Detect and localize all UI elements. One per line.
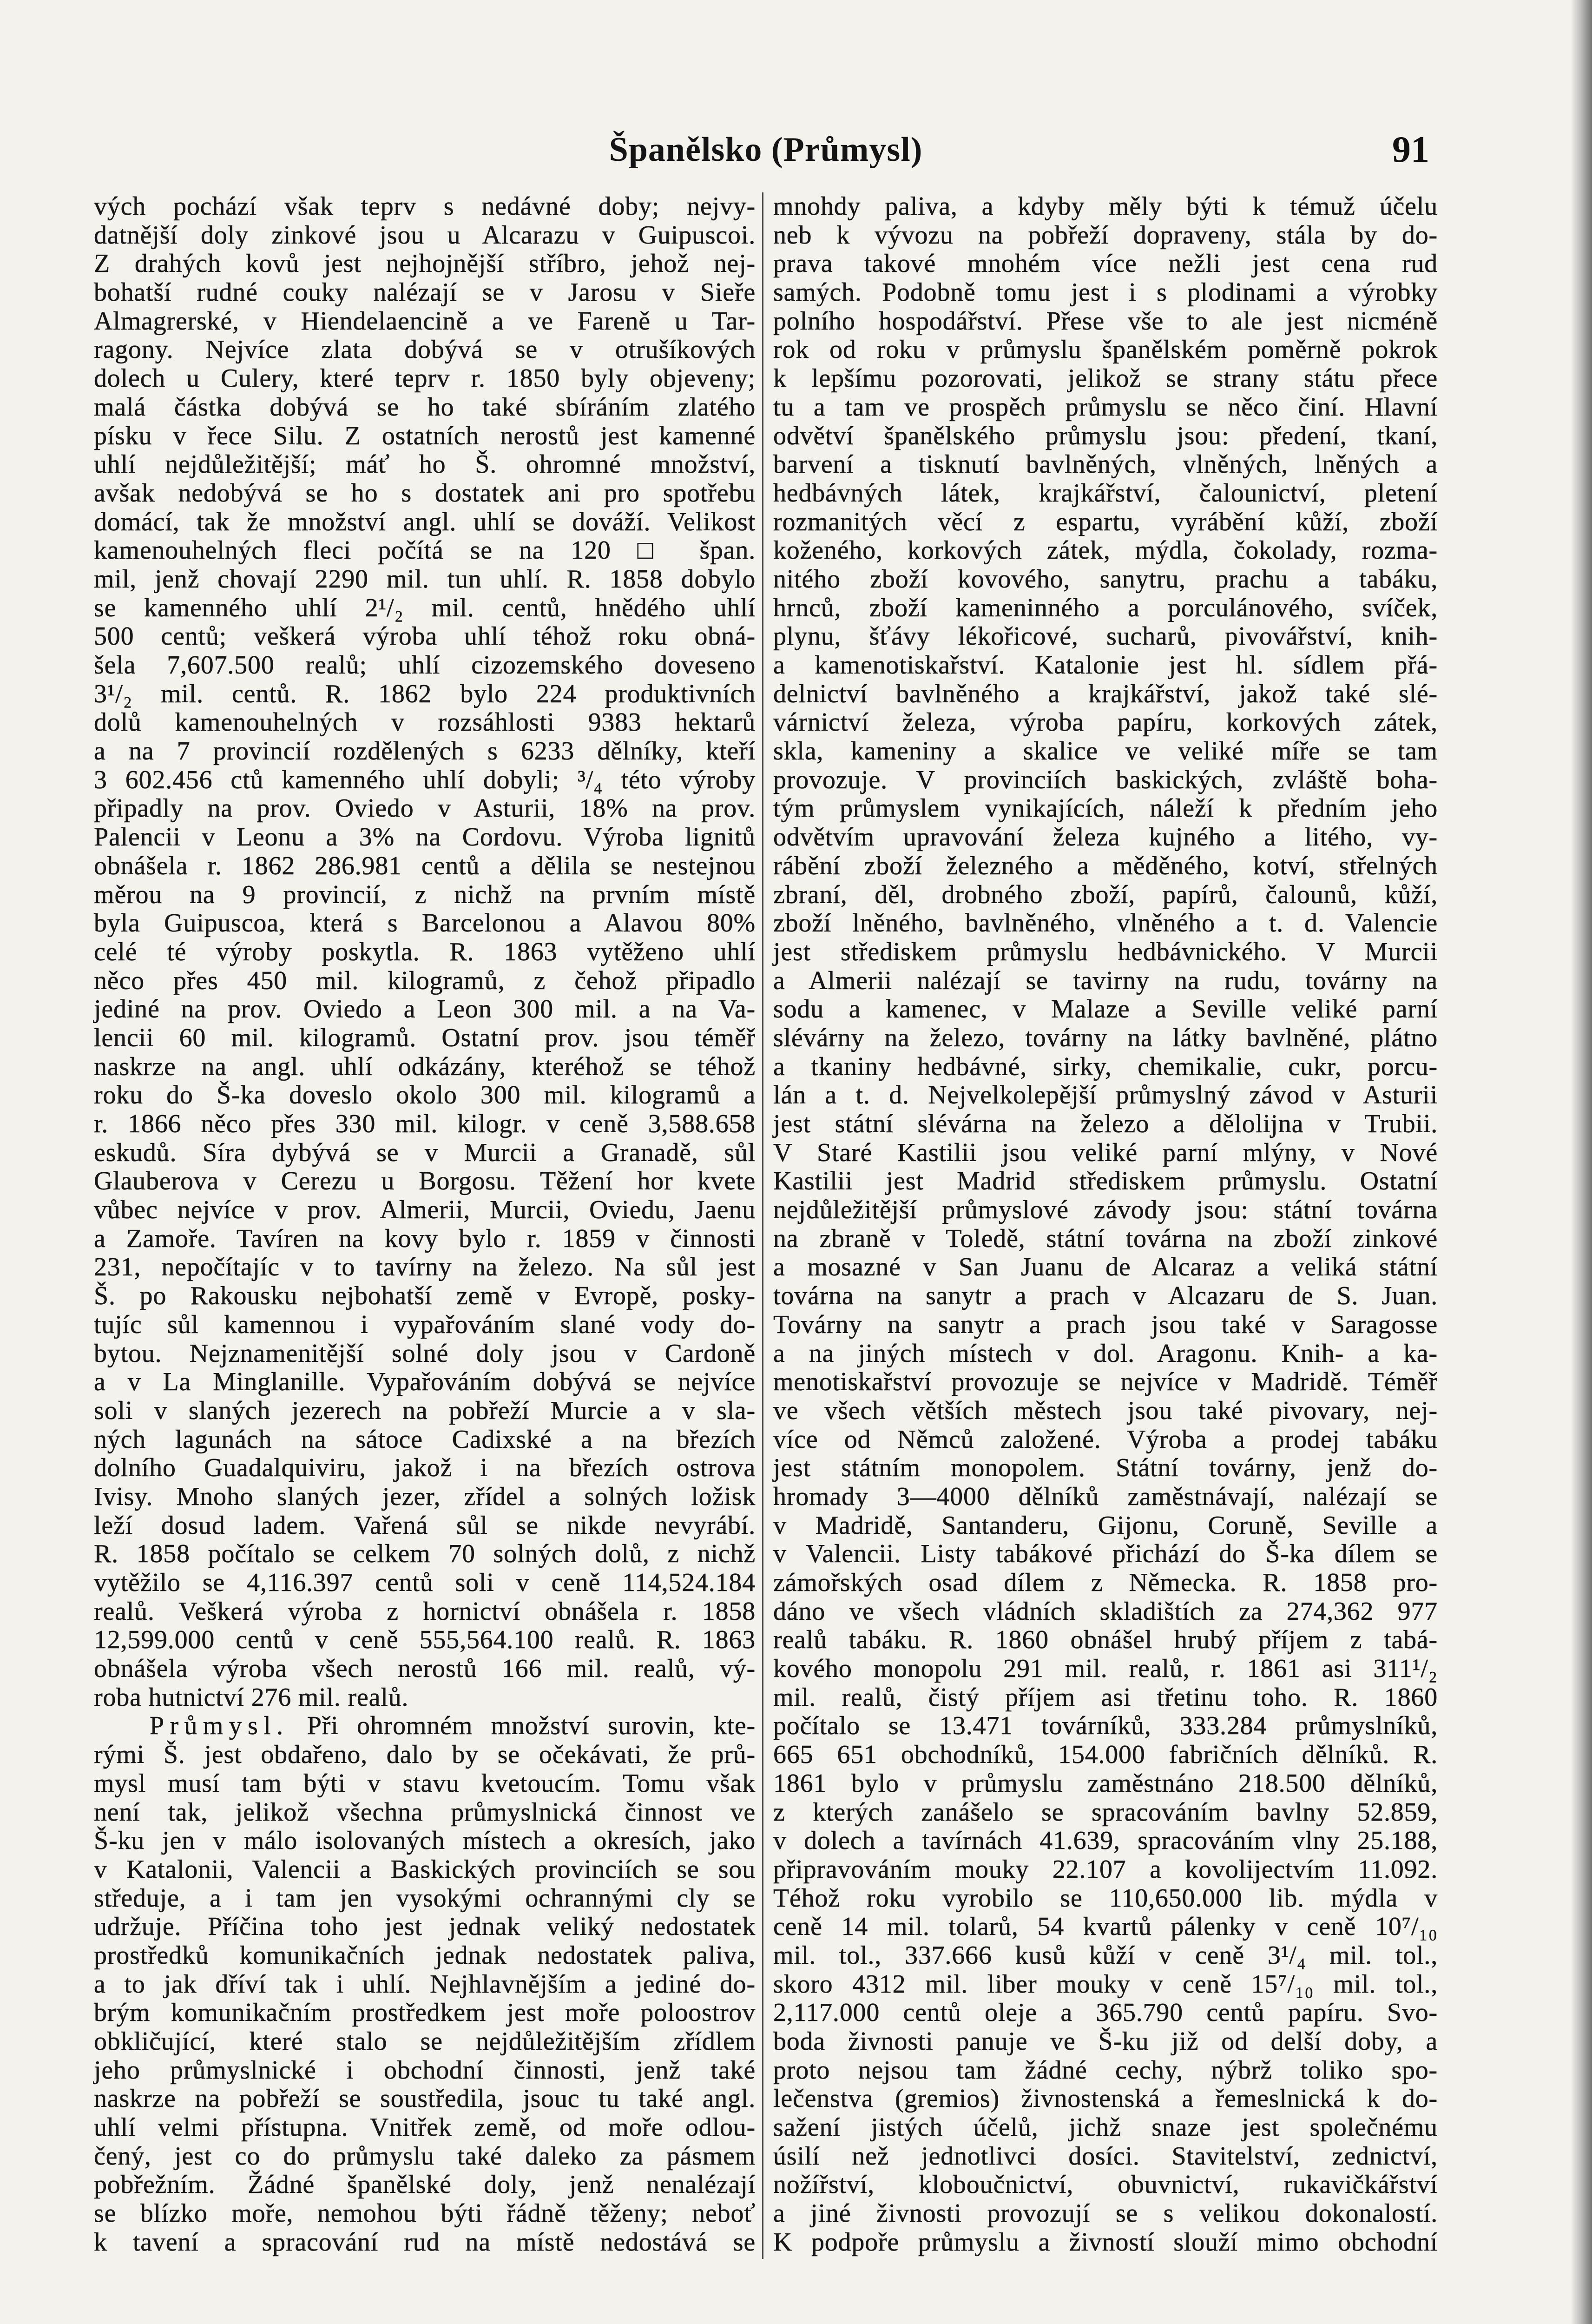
right-column-line: ceně 14 mil. tolarů, 54 kvartů pálenky v ceně 10⁷/₁₀: [773, 1912, 1438, 1941]
running-head: [94, 126, 1438, 173]
right-column-line: jest střediskem průmyslu hedbávnického. V Murcii: [773, 937, 1438, 966]
left-column-line: Š-ku jen v málo isolovaných místech a okresích, jako: [94, 1826, 756, 1855]
right-column-line: kového monopolu 291 mil. realů, r. 1861 asi 311¹/₂: [773, 1654, 1438, 1684]
left-column-line: 3¹/₂ mil. centů. R. 1862 bylo 224 produktivních: [94, 679, 756, 708]
right-column-line: 1861 bylo v průmyslu zaměstnáno 218.500 dělníků,: [773, 1769, 1438, 1798]
right-column-line: úsilí než jednotlivci dosíci. Stavitelství, zednictví,: [773, 2141, 1438, 2171]
left-column-line: realů. Veškerá výroba z hornictví obnášela r. 1858: [94, 1597, 756, 1626]
left-column-line: středuje, a i tam jen vysokými ochrannými cly se: [94, 1883, 756, 1913]
right-column-line: a kamenotiskařství. Katalonie jest hl. sídlem přá-: [773, 651, 1438, 680]
left-column-line: roba hutnictví 276 mil. realů.: [94, 1683, 409, 1712]
right-column-line: k lepšímu pozorovati, jelikož se strany státu přece: [773, 364, 1438, 393]
right-column-line: sodu a kamenec, v Malaze a Seville veliké parní: [773, 995, 1438, 1024]
left-column-line: avšak nedobývá se ho s dostatek ani pro spotřebu: [94, 478, 756, 508]
right-column-line: koženého, korkových zátek, mýdla, čokolady, rozma-: [773, 536, 1438, 565]
left-column-line: a v La Minglanille. Vypařováním dobývá se nejvíce: [94, 1367, 756, 1397]
left-column-line: se kamenného uhlí 2¹/₂ mil. centů, hnědého uhlí: [94, 593, 756, 622]
right-column-line: nejdůležitější průmyslové závody jsou: státní továrna: [773, 1195, 1438, 1225]
left-column-line: obnášela výroba všech nerostů 166 mil. realů, vý-: [94, 1654, 756, 1684]
left-column-line: naskrze na angl. uhlí odkázány, kteréhož se téhož: [94, 1052, 756, 1081]
section-first-line-text: Při ohromném množství surovin, kte-: [307, 1711, 756, 1741]
right-column-line: hromady 3—4000 dělníků zaměstnávají, nalézají se: [773, 1482, 1438, 1511]
left-column-line: připadly na prov. Oviedo v Asturii, 18% na prov.: [94, 794, 756, 823]
right-column-line: hedbávných látek, krajkářství, čalounictví, pletení: [773, 478, 1438, 508]
left-column-line: eskudů. Síra dybývá se v Murcii a Granadě, sůl: [94, 1138, 756, 1167]
right-column-line: dáno ve všech vládních skladištích za 274,362 977: [773, 1597, 1438, 1626]
left-column-line: roku do Š-ka doveslo okolo 300 mil. kilogramů a: [94, 1081, 756, 1110]
right-column-line: lán a t. d. Nejvelkolepější průmyslný závod v Asturii: [773, 1081, 1438, 1110]
right-column-line: provozuje. V provinciích baskických, zvláště boha-: [773, 765, 1438, 794]
right-column-line: várnictví železa, výroba papíru, korkových zátek,: [773, 708, 1438, 737]
right-column-line: odvětvím upravování železa kujného a litého, vy-: [773, 823, 1438, 852]
left-column-line: Almagrerské, v Hiendelaencině a ve Fareně u Tar-: [94, 306, 756, 336]
right-column-line: K podpoře průmyslu a živností slouží mimo obchodní: [773, 2227, 1438, 2257]
left-column-line: dolech u Culery, které teprv r. 1850 byly objeveny;: [94, 364, 756, 393]
right-column-line: a Almerii nalézají se tavirny na rudu, továrny na: [773, 966, 1438, 995]
right-column-line: jest státním monopolem. Státní továrny, jenž do-: [773, 1453, 1438, 1483]
right-column-line: v Madridě, Santanderu, Gijonu, Coruně, Seville a: [773, 1511, 1438, 1540]
right-column-line: počítalo se 13.471 továrníků, 333.284 průmyslníků,: [773, 1711, 1438, 1741]
right-column-line: z kterých zanášelo se spracováním bavlny 52.859,: [773, 1797, 1438, 1827]
right-column-line: zbraní, děl, drobného zboží, papírů, čalounů, kůží,: [773, 880, 1438, 909]
left-column-line: celé té výroby poskytla. R. 1863 vytěženo uhlí: [94, 937, 756, 966]
right-column-line: a tkaniny hedbávné, sirky, chemikalie, cukr, porcu-: [773, 1052, 1438, 1081]
left-column-line: [94, 1712, 756, 1741]
left-column-line: čený, jest co do průmyslu také daleko za pásmem: [94, 2141, 756, 2171]
left-column-line: uhlí nejdůležitější; máť ho Š. ohromné množství,: [94, 450, 756, 479]
left-column-line: něco přes 450 mil. kilogramů, z čehož připadlo: [94, 966, 756, 995]
left-column-line: Palencii v Leonu a 3% na Cordovu. Výroba lignitů: [94, 823, 756, 852]
right-column-line: skla, kameniny a skalice ve veliké míře se tam: [773, 737, 1438, 766]
left-column-line: 231, nepočítajíc v to tavírny na železo. Na sůl jest: [94, 1253, 756, 1282]
left-column-line: dolního Guadalquiviru, jakož i na březích ostrova: [94, 1453, 756, 1483]
left-column-line: jeho průmyslnické i obchodní činnosti, jenž také: [94, 2055, 756, 2085]
right-column-line: a mosazné v San Juanu de Alcaraz a veliká státní: [773, 1253, 1438, 1282]
left-column-line: R. 1858 počítalo se celkem 70 solných dolů, z nichž: [94, 1539, 756, 1569]
right-column-line: ve všech větších městech jsou také pivovary, nej-: [773, 1396, 1438, 1425]
left-column-line: pobřežním. Žádné španělské doly, jenž nenalézají: [94, 2170, 756, 2199]
column-divider: [762, 192, 763, 2259]
left-column-line: není tak, jelikož všechna průmyslnická činnost ve: [94, 1797, 756, 1827]
left-column-line: udržuje. Příčina toho jest jednak veliký nedostatek: [94, 1912, 756, 1941]
left-column-line: jediné na prov. Oviedo a Leon 300 mil. a na Va-: [94, 995, 756, 1024]
left-column-line: mil, jenž chovají 2290 mil. tun uhlí. R. 1858 dobylo: [94, 564, 756, 594]
right-column-line: sažení jistých účelů, jichž snaze jest společnému: [773, 2113, 1438, 2142]
left-column-line: byla Guipuscoa, která s Barcelonou a Alavou 80%: [94, 909, 756, 938]
left-column-line: 3 602.456 ctů kamenného uhlí dobyli; ³/₄ této výroby: [94, 765, 756, 794]
right-column-line: polního hospodářství. Přese vše to ale jest nicméně: [773, 306, 1438, 336]
right-column-line: plynu, šťávy lékořicové, sucharů, pivovářství, knih-: [773, 622, 1438, 651]
left-column-line: brým komunikačním prostředkem jest moře poloostrov: [94, 1998, 756, 2027]
right-column: [773, 192, 1438, 2257]
left-column-line: dolů kamenouhelných v rozsáhlosti 9383 hektarů: [94, 708, 756, 737]
right-column-line: jest státní slévárna na železo a dělolijna v Trubii.: [773, 1109, 1438, 1138]
left-column-line: bohatší rudné couky nalézají se v Jarosu v Sieře: [94, 278, 756, 307]
left-column-line: malá částka dobývá se ho také sbíráním zlatého: [94, 392, 756, 422]
right-column-line: rok od roku v průmyslu španělském poměrně pokrok: [773, 335, 1438, 364]
left-column-line: Š. po Rakousku nejbohatší země v Evropě, posky-: [94, 1281, 756, 1311]
right-column-line: zboží lněného, bavlněného, vlněného a t. d. Valencie: [773, 909, 1438, 938]
right-column-line: 665 651 obchodníků, 154.000 fabričních dělníků. R.: [773, 1740, 1438, 1769]
left-column-line: Ivisy. Mnoho slaných jezer, zřídel a solných ložisk: [94, 1482, 756, 1511]
right-column-line: prava takové mnohém více nežli jest cena rud: [773, 249, 1438, 278]
left-column-line: vůbec nejvíce v prov. Almerii, Murcii, Oviedu, Jaenu: [94, 1195, 756, 1225]
right-column-line: továrna na sanytr a prach v Alcazaru de S. Juan.: [773, 1281, 1438, 1311]
right-column-line: Kastilii jest Madrid střediskem průmyslu. Ostatní: [773, 1167, 1438, 1196]
left-column-line: k tavení a spracování rud na místě nedostává se: [94, 2227, 756, 2257]
right-column-line: mil. realů, čistý příjem asi třetinu toho. R. 1860: [773, 1683, 1438, 1712]
left-column-line: kamenouhelných fleci počítá se na 120 □ špan.: [94, 536, 756, 565]
right-column-line: hrnců, zboží kameninného a porculánového, svíček,: [773, 593, 1438, 622]
page-number: 91: [1392, 129, 1429, 170]
left-column-line: mysl musí tam býti v stavu kvetoucím. Tomu však: [94, 1769, 756, 1798]
right-column-line: nitého zboží kovového, sanytru, prachu a tabáku,: [773, 564, 1438, 594]
left-column-line: tujíc sůl kamennou i vypařováním slané vody do-: [94, 1310, 756, 1339]
left-column-line: leží dosud ladem. Vařená sůl se nikde nevyrábí.: [94, 1511, 756, 1540]
right-column-line: Téhož roku vyrobilo se 110,650.000 lib. mýdla v: [773, 1883, 1438, 1913]
left-column-line: soli v slaných jezerech na pobřeží Murcie a v sla-: [94, 1396, 756, 1425]
left-column-line: se blízko moře, nemohou býti řádně těženy; neboť: [94, 2199, 756, 2228]
left-column-line: naskrze na pobřeží se soustředila, jsouc tu také angl.: [94, 2084, 756, 2113]
left-column-line: prostředků komunikačních jednak nedostatek paliva,: [94, 1941, 756, 1970]
left-column-line: šela 7,607.500 realů; uhlí cizozemského doveseno: [94, 651, 756, 680]
section-heading: Průmysl.: [150, 1711, 289, 1741]
right-column-line: mnohdy paliva, a kdyby měly býti k témuž účelu: [773, 192, 1438, 221]
left-column-line: ných lagunách na sátoce Cadixské a na březích: [94, 1425, 756, 1454]
left-column-line: písku v řece Silu. Z ostatních nerostů jest kamenné: [94, 421, 756, 450]
right-column-line: barvení a tisknutí bavlněných, vlněných, lněných a: [773, 450, 1438, 479]
right-column-line: zámořských osad dílem z Německa. R. 1858 pro-: [773, 1568, 1438, 1597]
left-column-line: lencii 60 mil. kilogramů. Ostatní prov. jsou téměř: [94, 1023, 756, 1052]
right-column-line: 2,117.000 centů oleje a 365.790 centů papíru. Svo-: [773, 1998, 1438, 2027]
left-column-line: a Zamoře. Tavíren na kovy bylo r. 1859 v činnosti: [94, 1224, 756, 1253]
right-column-line: realů tabáku. R. 1860 obnášel hrubý příjem z tabá-: [773, 1625, 1438, 1655]
right-column-line: rozmanitých věcí z espartu, vyrábění kůží, zboží: [773, 507, 1438, 536]
right-column-line: připravováním mouky 22.107 a kovolijectvím 11.092.: [773, 1855, 1438, 1884]
right-column-line: odvětví španělského průmyslu jsou: předení, tkaní,: [773, 421, 1438, 450]
right-column-line: slévárny na železo, továrny na látky bavlněné, plátno: [773, 1023, 1438, 1052]
scan-edge-shadow: [1571, 0, 1592, 2324]
left-column-line: 500 centů; veškerá výroba uhlí téhož roku obná-: [94, 622, 756, 651]
left-column-line: rými Š. jest obdařeno, dalo by se očekávati, že prů-: [94, 1740, 756, 1769]
left-column-line: uhlí velmi přístupna. Vnitřek země, od moře odlou-: [94, 2113, 756, 2142]
right-column-line: proto nejsou tam žádné cechy, nýbrž toliko spo-: [773, 2055, 1438, 2085]
right-column-line: mil. tol., 337.666 kusů kůží v ceně 3¹/₄ mil. tol.,: [773, 1941, 1438, 1970]
left-column-line: datnější doly zinkové jsou u Alcarazu v Guipuscoi.: [94, 220, 756, 250]
right-column-line: V Staré Kastilii jsou veliké parní mlýny, v Nové: [773, 1138, 1438, 1167]
left-column-line: domácí, tak že množství angl. uhlí se dováží. Velikost: [94, 507, 756, 536]
right-column-line: menotiskařství provozuje se nejvíce v Madridě. Téměř: [773, 1367, 1438, 1397]
right-column-line: nožířství, kloboučnictví, obuvnictví, rukavičkářství: [773, 2170, 1438, 2199]
right-column-line: delnictví bavlněného a krajkářství, jakož také slé-: [773, 679, 1438, 708]
right-column-line: a na jiných místech v dol. Aragonu. Knih- a ka-: [773, 1339, 1438, 1368]
right-column-line: více od Němců založené. Výroba a prodej tabáku: [773, 1425, 1438, 1454]
right-column-line: skoro 4312 mil. liber mouky v ceně 15⁷/₁₀ mil. tol.,: [773, 1969, 1438, 1999]
left-column-line: bytou. Nejznamenitější solné doly jsou v Cardoně: [94, 1339, 756, 1368]
left-column-line: měrou na 9 provincií, z nichž na prvním místě: [94, 880, 756, 909]
right-column-line: tým průmyslem vynikajících, náleží k předním jeho: [773, 794, 1438, 823]
right-column-line: tu a tam ve prospěch průmyslu se něco činí. Hlavní: [773, 392, 1438, 422]
left-column-line: vytěžilo se 4,116.397 centů soli v ceně 114,524.184: [94, 1568, 756, 1597]
right-column-line: samých. Podobně tomu jest i s plodinami a výrobky: [773, 278, 1438, 307]
right-column-line: a jiné živnosti provozují se s velikou dokonalostí.: [773, 2199, 1438, 2228]
left-column-line: Z drahých kovů jest nejhojnější stříbro, jehož nej-: [94, 249, 756, 278]
right-column-line: Továrny na sanytr a prach jsou také v Saragosse: [773, 1310, 1438, 1339]
left-column-line: r. 1866 něco přes 330 mil. kilogr. v ceně 3,588.658: [94, 1109, 756, 1138]
right-column-line: neb k vývozu na pobřeží dopraveny, stála by do-: [773, 220, 1438, 250]
left-column-line: v Katalonii, Valencii a Baskických provinciích se sou: [94, 1855, 756, 1884]
left-column-line: a na 7 provincií rozdělených s 6233 dělníky, kteří: [94, 737, 756, 766]
right-column-line: boda živnosti panuje ve Š-ku již od delší doby, a: [773, 2027, 1438, 2056]
right-column-line: na zbraně v Toledě, státní továrna na zboží zinkové: [773, 1224, 1438, 1253]
left-column-line: a to jak dříví tak i uhlí. Nejhlavnějším a jediné do-: [94, 1969, 756, 1999]
left-column-line: obkličující, které stalo se nejdůležitějším zřídlem: [94, 2027, 756, 2056]
left-column: [94, 192, 756, 2257]
left-column-line: vých pochází však teprv s nedávné doby; nejvy-: [94, 192, 756, 221]
left-column-line: Glauberova v Cerezu u Borgosu. Těžení hor kvete: [94, 1167, 756, 1196]
left-column-line: 12,599.000 centů v ceně 555,564.100 realů. R. 1863: [94, 1625, 756, 1655]
right-column-line: v dolech a tavírnách 41.639, spracováním vlny 25.188,: [773, 1826, 1438, 1855]
left-column-line: obnášela r. 1862 286.981 centů a dělila se nestejnou: [94, 851, 756, 880]
right-column-line: rábění zboží železného a měděného, kotví, střelných: [773, 851, 1438, 880]
right-column-line: v Valencii. Listy tabákové přichází do Š-ka dílem se: [773, 1539, 1438, 1569]
left-column-line: ragony. Nejvíce zlata dobývá se v otrušíkových: [94, 335, 756, 364]
right-column-line: lečenstva (gremios) živnostenská a řemeslnická k do-: [773, 2084, 1438, 2113]
running-head-title: Španělsko (Průmysl): [609, 131, 923, 169]
